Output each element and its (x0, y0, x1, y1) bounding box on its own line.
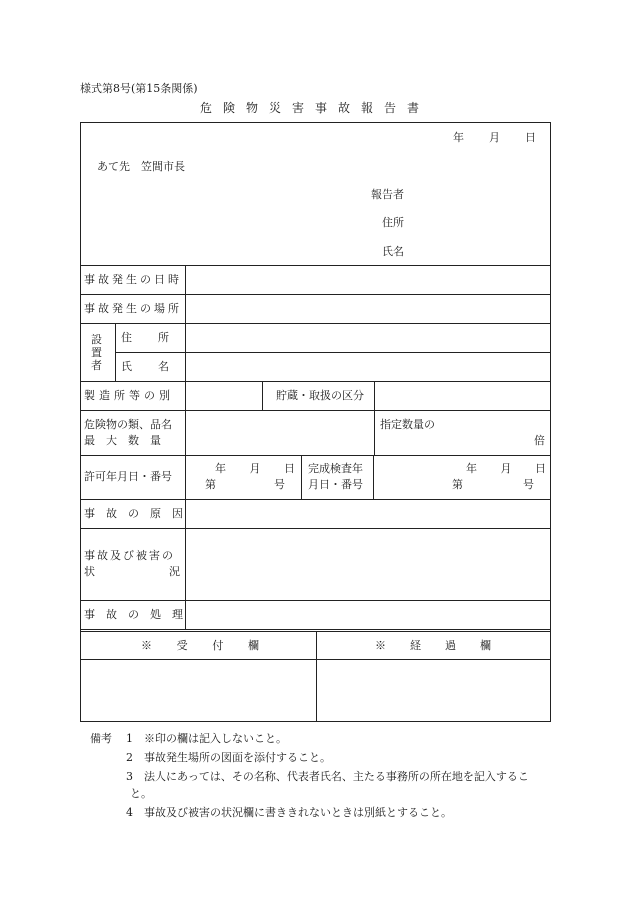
permit-date: 年 月 日 (215, 462, 295, 475)
addressee: あて先 笠間市長 (97, 160, 185, 173)
note-3-text: 法人にあっては、その名称、代表者氏名、主たる事務所の所在地を記入するこ (144, 770, 529, 783)
installer-label: 設置者 (91, 333, 102, 372)
installer-address-label: 住所 (121, 331, 195, 344)
reporter-name-label: 氏名 (382, 245, 404, 258)
note-1-text: ※印の欄は記入しないこと。 (144, 732, 287, 745)
permit-number: 第 号 (205, 478, 285, 491)
form-number: 様式第8号(第15条関係) (80, 82, 198, 95)
damage-label-2: 状況 (84, 565, 180, 578)
completion-label-2: 月日・番号 (308, 478, 363, 491)
note-4-number: 4 (126, 806, 133, 819)
document-title: 危険物災害事故報告書 (199, 101, 430, 115)
report-date-day: 日 (525, 131, 536, 144)
note-3-continuation: と。 (130, 787, 152, 800)
progress-column-header: ※経過欄 (375, 639, 491, 652)
hazard-kind-label: 危険物の類、品名 (84, 418, 172, 431)
reporter-label: 報告者 (371, 188, 404, 201)
occurrence-place-label: 事故発生の場所 (84, 302, 182, 315)
reporter-address-label: 住所 (382, 216, 404, 229)
occurrence-datetime-label: 事故発生の日時 (84, 273, 182, 286)
report-date-month: 月 (489, 131, 500, 144)
report-date-year: 年 (453, 131, 464, 144)
completion-number: 第 号 (452, 478, 534, 491)
designated-quantity-label: 指定数量の (380, 418, 435, 431)
facility-type-label: 製造所等の別 (84, 389, 174, 402)
completion-label-1: 完成検査年 (308, 462, 363, 475)
installer-name-label: 氏名 (121, 360, 195, 373)
max-quantity-label: 最大数量 (84, 434, 172, 447)
note-4-text: 事故及び被害の状況欄に書ききれないときは別紙とすること。 (144, 806, 452, 819)
note-3-number: 3 (126, 770, 133, 783)
permit-label: 許可年月日・番号 (84, 470, 172, 483)
reception-column-header: ※受付欄 (141, 639, 259, 652)
note-2-text: 事故発生場所の図面を添付すること。 (144, 751, 331, 764)
cause-label: 事故の原因 (84, 507, 194, 520)
times-label: 倍 (534, 434, 545, 447)
note-2-number: 2 (126, 751, 133, 764)
completion-date: 年 月 日 (466, 462, 546, 475)
handling-label: 事故の処理 (84, 608, 194, 621)
storage-class-label: 貯蔵・取扱の区分 (276, 389, 364, 402)
notes-label: 備考 (90, 732, 112, 745)
damage-label-1: 事故及び被害の (84, 549, 175, 562)
note-1-number: 1 (126, 732, 133, 745)
